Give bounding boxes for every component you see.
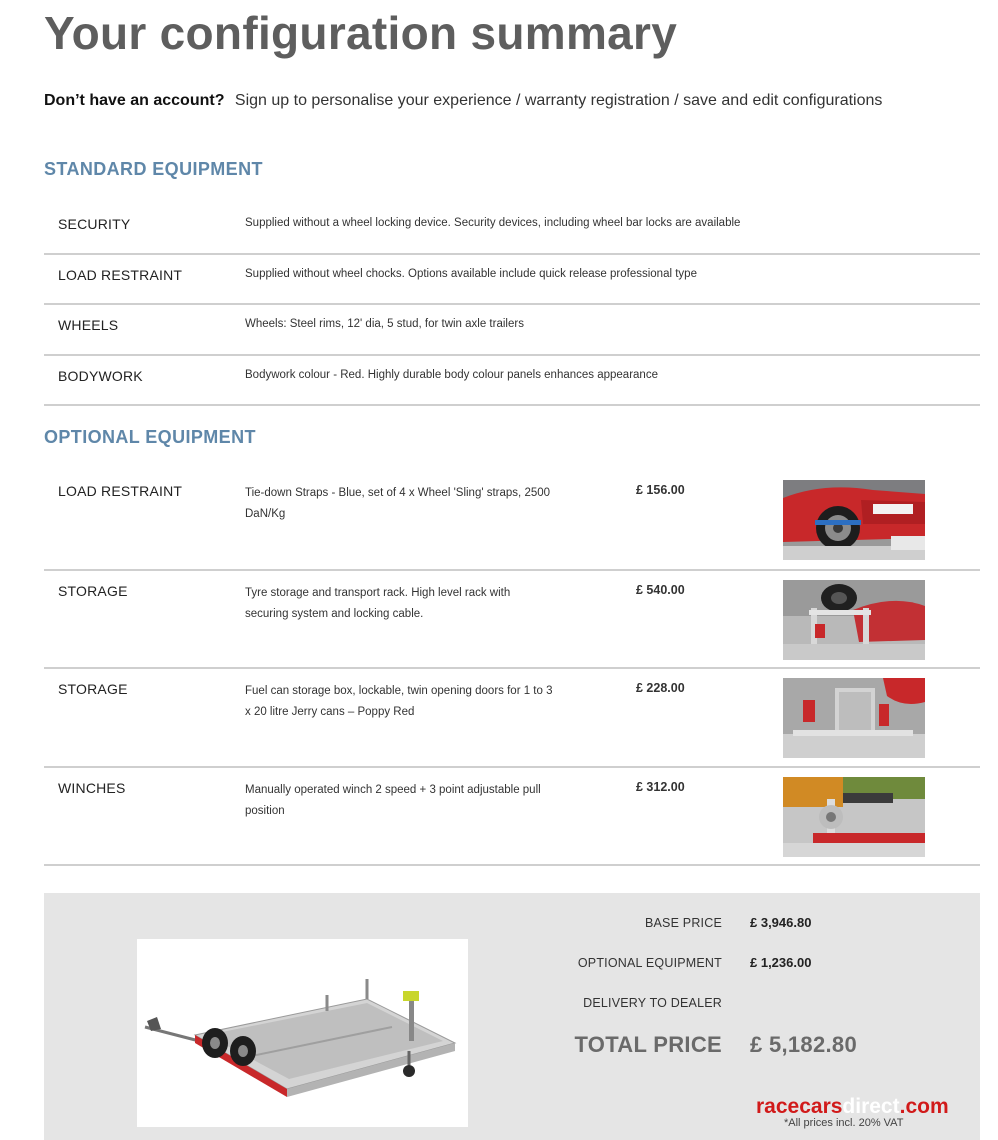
row-category: STORAGE	[58, 583, 128, 599]
row-category: WINCHES	[58, 780, 126, 796]
optional-equipment-table	[44, 471, 980, 866]
tyre-rack-image	[783, 580, 925, 660]
row-category: LOAD RESTRAINT	[58, 266, 183, 283]
row-description: Supplied without wheel chocks. Options available include quick release professional type	[245, 267, 697, 280]
row-category: SECURITY	[58, 216, 131, 232]
row-price: £ 156.00	[636, 483, 685, 497]
row-category: LOAD RESTRAINT	[58, 483, 183, 499]
table-row	[44, 204, 980, 255]
table-row	[44, 669, 980, 768]
table-row	[44, 571, 980, 669]
tie-down-straps-image	[783, 480, 925, 560]
base-price-value: £ 3,946.80	[750, 915, 812, 930]
table-row	[44, 356, 980, 407]
vat-note: *All prices incl. 20% VAT	[784, 1117, 904, 1129]
racecarsdirect-watermark	[756, 1095, 949, 1119]
total-price-value: £ 5,182.80	[750, 1032, 857, 1057]
optional-equipment-value: £ 1,236.00	[750, 955, 812, 970]
optional-equipment-heading: OPTIONAL EQUIPMENT	[44, 427, 256, 447]
trailer-image-frame	[137, 939, 468, 1127]
table-row	[44, 471, 980, 571]
price-summary	[44, 893, 980, 1140]
row-category: WHEELS	[58, 317, 119, 333]
row-description: Tyre storage and transport rack. High level rack with securing system and locking cable.	[245, 587, 511, 620]
optional-equipment-label: OPTIONAL EQUIPMENT	[577, 956, 722, 970]
standard-equipment-table	[44, 204, 980, 406]
row-category: BODYWORK	[58, 367, 143, 384]
row-description: Tie-down Straps - Blue, set of 4 x Wheel 'Sling' straps, 2500 DaN/Kg	[245, 487, 551, 520]
watermark-part-2: direct	[842, 1095, 900, 1118]
watermark-part-1: racecars	[756, 1095, 843, 1118]
row-price: £ 540.00	[636, 583, 685, 597]
fuel-can-box-image	[783, 678, 925, 758]
account-line	[44, 92, 882, 110]
row-description: Supplied without a wheel locking device. Security devices, including wheel bar locks are available	[245, 217, 741, 229]
total-price-label: TOTAL PRICE	[574, 1032, 722, 1057]
table-row	[44, 305, 980, 356]
standard-equipment-heading: STANDARD EQUIPMENT	[44, 159, 263, 179]
delivery-to-dealer-label: DELIVERY TO DEALER	[583, 996, 722, 1010]
table-row	[44, 255, 980, 306]
watermark-part-3: .com	[899, 1095, 949, 1118]
account-question: Don’t have an account?	[44, 92, 225, 109]
page-title: Your configuration summary	[44, 7, 678, 59]
row-description: Wheels: Steel rims, 12' dia, 5 stud, for twin axle trailers	[245, 318, 524, 330]
row-description: Bodywork colour - Red. Highly durable body colour panels enhances appearance	[245, 368, 658, 381]
row-description: Manually operated winch 2 speed + 3 point adjustable pull position	[245, 784, 541, 817]
row-price: £ 228.00	[636, 681, 685, 695]
row-price: £ 312.00	[636, 780, 685, 794]
winch-image	[783, 777, 925, 857]
table-row	[44, 768, 980, 866]
row-description: Fuel can storage box, lockable, twin opening doors for 1 to 3 x 20 litre Jerry cans – Poppy Red	[245, 685, 553, 718]
base-price-label: BASE PRICE	[644, 916, 722, 930]
car-transporter-trailer-image	[137, 939, 468, 1127]
signup-link[interactable]: Sign up to personalise your experience / warranty registration / save and edit configurations	[234, 92, 883, 109]
row-category: STORAGE	[58, 681, 128, 697]
